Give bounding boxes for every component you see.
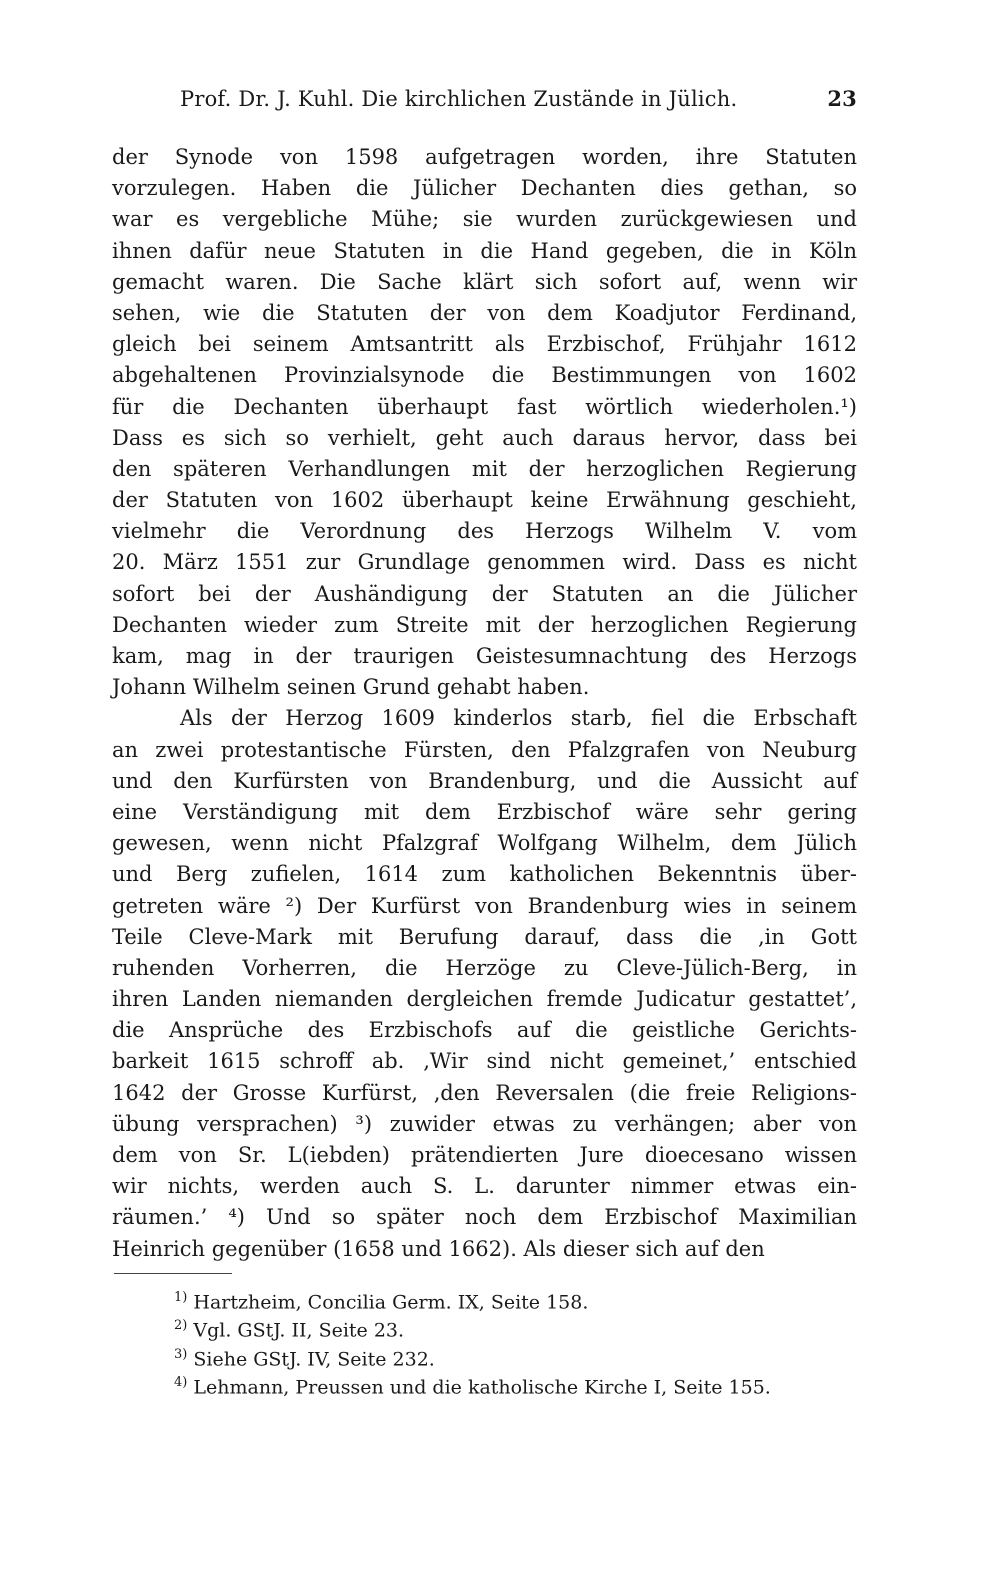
- document-page: [112, 86, 857, 1398]
- running-header: [180, 86, 857, 116]
- footnote-rule: [114, 1273, 232, 1274]
- footnote-mark: 1): [174, 1289, 188, 1305]
- text-line: gleich bei seinem Amtsantritt als Erzbischof, Frühjahr 1612: [112, 332, 857, 357]
- text-line: ihren Landen niemanden dergleichen fremde Judicatur gestattet’,: [112, 987, 857, 1012]
- text-line: 20. März 1551 zur Grundlage genommen wird. Dass es nicht: [112, 550, 857, 575]
- text-line: kam, mag in der traurigen Geistesumnachtung des Herzogs: [112, 644, 857, 668]
- text-line: ihnen dafür neue Statuten in die Hand gegeben, die in Köln: [112, 238, 857, 263]
- footnote-text: Vgl. GStJ. II, Seite 23.: [187, 1319, 405, 1342]
- text-line: gewesen, wenn nicht Pfalzgraf Wolfgang Wilhelm, dem Jülich: [112, 831, 857, 856]
- footnote-text: Siehe GStJ. IV, Seite 232.: [187, 1348, 435, 1371]
- footnote: [112, 1369, 857, 1398]
- text-line: der Synode von 1598 aufgetragen worden, ihre Statuten: [112, 145, 857, 169]
- body-text: [112, 142, 857, 1265]
- footnote-mark: 3): [174, 1346, 188, 1362]
- text-line: Dechanten wieder zum Streite mit der herzoglichen Regierung: [112, 612, 857, 637]
- footnote-mark: 2): [174, 1318, 188, 1334]
- text-line: getreten wäre ²) Der Kurfürst von Brandenburg wies in seinem: [112, 893, 857, 918]
- header-title: Prof. Dr. J. Kuhl. Die kirchlichen Zustände in Jülich.: [180, 87, 738, 111]
- text-line: den späteren Verhandlungen mit der herzoglichen Regierung: [112, 456, 857, 481]
- text-line: eine Verständigung mit dem Erzbischof wäre sehr gering: [112, 799, 857, 824]
- footnote-text: Lehmann, Preussen und die katholische Kirche I, Seite 155.: [187, 1376, 771, 1399]
- text-line: wir nichts, werden auch S. L. darunter nimmer etwas ein-: [112, 1174, 857, 1199]
- text-line: sehen, wie die Statuten der von dem Koadjutor Ferdinand,: [112, 300, 857, 325]
- text-line: und den Kurfürsten von Brandenburg, und die Aussicht auf: [112, 768, 857, 793]
- text-line: ruhenden Vorherren, die Herzöge zu Cleve-Jülich-Berg, in: [112, 955, 857, 980]
- footnote: [112, 1341, 857, 1370]
- text-line: barkeit 1615 schroff ab. ‚Wir sind nicht gemeinet,’ entschied: [112, 1049, 857, 1074]
- text-line: die Ansprüche des Erzbischofs auf die geistliche Gerichts-: [112, 1018, 857, 1043]
- text-line: 1642 der Grosse Kurfürst, ‚den Reversalen (die freie Religions-: [112, 1080, 857, 1105]
- text-line: abgehaltenen Provinzialsynode die Bestimmungen von 1602: [112, 363, 857, 388]
- text-line: Heinrich gegenüber (1658 und 1662). Als dieser sich auf den: [112, 1236, 765, 1261]
- text-line: Teile Cleve-Mark mit Berufung darauf, dass die ‚in Gott: [112, 924, 857, 949]
- text-line: war es vergebliche Mühe; sie wurden zurückgewiesen und: [112, 207, 857, 232]
- text-line: an zwei protestantische Fürsten, den Pfalzgrafen von Neuburg: [112, 737, 857, 762]
- text-line: der Statuten von 1602 überhaupt keine Erwähnung geschieht,: [112, 488, 857, 513]
- footnote: [112, 1312, 857, 1341]
- text-line: gemacht waren. Die Sache klärt sich sofort auf, wenn wir: [112, 269, 857, 294]
- text-line: vielmehr die Verordnung des Herzogs Wilhelm V. vom: [112, 519, 857, 544]
- text-line: räumen.’ ⁴) Und so später noch dem Erzbischof Maximilian: [112, 1205, 857, 1230]
- page-number: 23: [827, 86, 857, 111]
- text-line: sofort bei der Aushändigung der Statuten an die Jülicher: [112, 581, 857, 606]
- footnote-mark: 4): [174, 1375, 188, 1391]
- footnote: [112, 1284, 857, 1313]
- text-line: vorzulegen. Haben die Jülicher Dechanten dies gethan, so: [112, 176, 857, 201]
- text-line: und Berg zufielen, 1614 zum katholichen Bekenntnis über-: [112, 862, 857, 887]
- text-line: übung versprachen) ³) zuwider etwas zu verhängen; aber von: [112, 1111, 857, 1136]
- text-line: für die Dechanten überhaupt fast wörtlich wiederholen.¹): [112, 394, 857, 419]
- footnote-list: [112, 1284, 857, 1398]
- text-line: Als der Herzog 1609 kinderlos starb, fiel die Erbschaft: [180, 706, 857, 731]
- footnote-text: Hartzheim, Concilia Germ. IX, Seite 158.: [187, 1291, 589, 1314]
- text-line: dem von Sr. L(iebden) prätendierten Jure dioecesano wissen: [112, 1143, 857, 1167]
- text-line: Johann Wilhelm seinen Grund gehabt haben.: [112, 675, 590, 700]
- footnotes: [112, 1273, 857, 1398]
- text-line: Dass es sich so verhielt, geht auch daraus hervor, dass bei: [112, 425, 857, 450]
